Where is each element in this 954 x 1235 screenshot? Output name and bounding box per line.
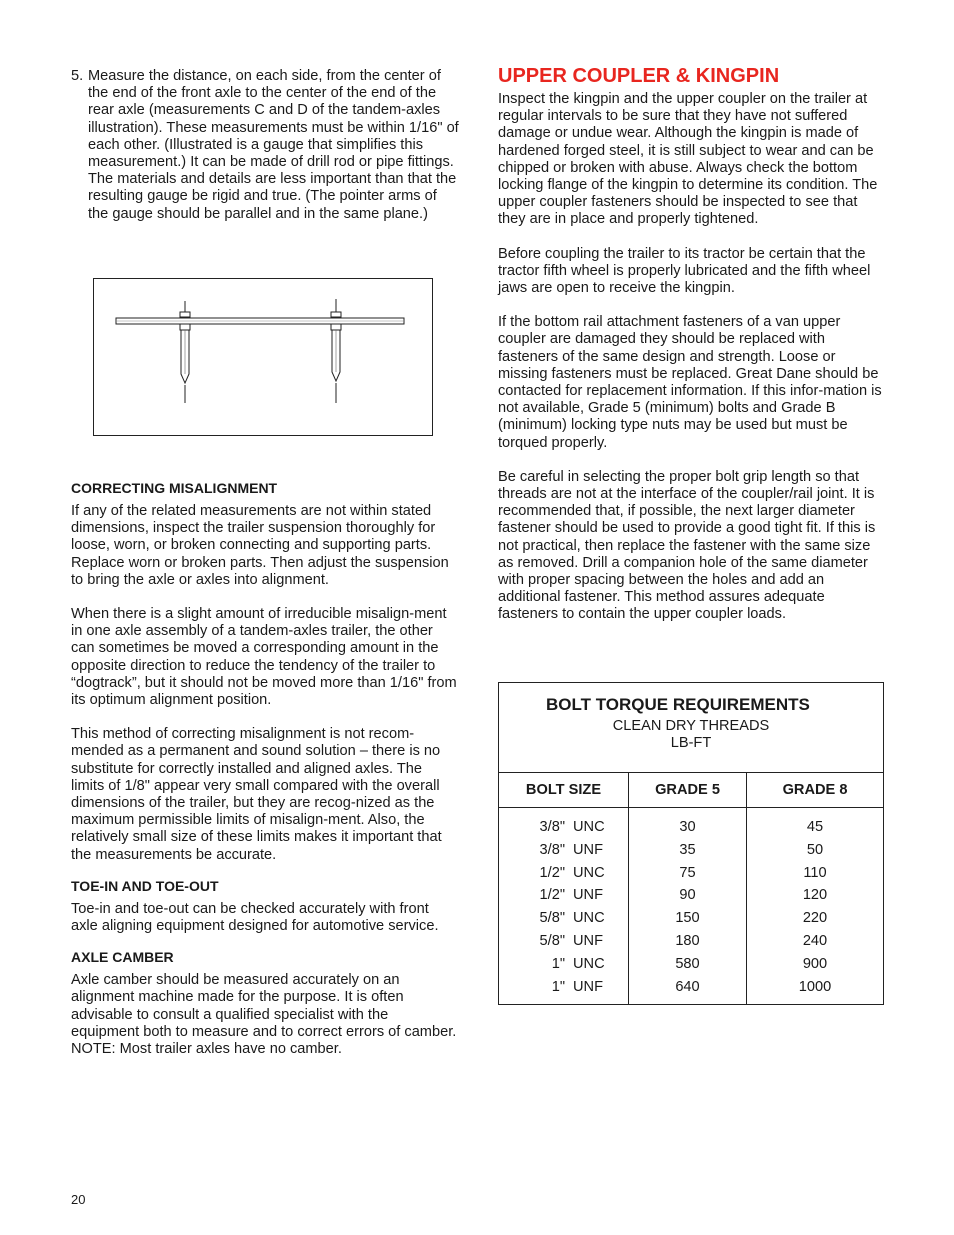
table-cell: 1/2" UNC (539, 864, 605, 881)
camber-paragraph: Axle camber should be measured accurately on an alignment machine made for the purpose. It is often advisable to consult a qualified specialist with the equipment both to measure and to correct errors of camber. NOTE: Most trailer axles have no camber. (71, 972, 457, 1058)
kingpin-paragraph-4: Be careful in selecting the proper bolt grip length so that threads are not at the interface of the coupler/rail joint. It is recommended that, if possible, the next larger diameter fastener should be used to provide a good tight fit. If this is not practical, then replace the fastener with the same size as removed. Drill a companion hole of the same diameter with proper spacing between the holes and add an additional fastener. This method assures adequate fasteners to contain the upper coupler loads. (498, 468, 876, 623)
table-cell: 900 (802, 955, 828, 972)
correcting-paragraph-3: This method of correcting misalignment is not recom-mended as a permanent and sound solution – there is no substitute for correctly installed and aligned axles. The limits of 1/8" appear very small compared with the overall dimensions of the trailer, but they are recog-nized as the maximum permissible limits of misalign-ment. Also, the relatively small size of these limits makes it important that the measurements be accurate. (71, 726, 442, 863)
column-header-grade-5: GRADE 5 (629, 773, 747, 807)
table-cell: 240 (802, 932, 828, 949)
column-headers (499, 773, 883, 808)
table-cell: 5/8" UNC (539, 910, 605, 927)
kingpin-paragraph-2: Before coupling the trailer to its tractor be certain that the tractor fifth wheel is properly lubricated and the fifth wheel jaws are open to receive the kingpin. (498, 245, 871, 297)
table-subtitle-2: LB-FT (670, 735, 712, 751)
column-header-grade-8: GRADE 8 (782, 782, 848, 798)
step-text: Measure the distance, on each side, from the center of the end of the front axle to the center of the end of the rear axle (measurements C and D of the tandem-axles illustration). These measurements must be within 1/16" of each other. (Illustrated is a gauge that simplifies this measurement.) It can be made of drill rod or pipe fittings. The materials and details are less important than that the resulting gauge be rigid and true. (The pointer arms of the gauge should be parallel and in the same plane.) (88, 68, 459, 222)
step-number: 5. (71, 68, 84, 84)
table-cell: 110 (803, 864, 827, 881)
section-title: UPPER COUPLER & KINGPIN (498, 65, 780, 87)
bolt-torque-table (498, 682, 884, 1005)
alignment-gauge-figure (93, 278, 433, 436)
page-number: 20 (71, 1192, 86, 1207)
table-cell: 220 (802, 910, 828, 927)
grade-8-column (747, 808, 883, 1004)
grade-5-column (629, 808, 747, 1004)
kingpin-paragraph-3: If the bottom rail attachment fasteners of a van upper coupler are damaged they should be replaced with fasteners of the same design and strength. Loose or missing fasteners must be replaced. Great Dane should be contacted for replacement information. If this infor-mation is not available, Grade 5 (minimum) bolts and Grade B (minimum) locking type nuts may be used but must be torqued properly. (498, 314, 882, 451)
table-cell: 75 (679, 864, 696, 881)
table-cell: 3/8" UNF (539, 841, 603, 858)
correcting-heading: CORRECTING MISALIGNMENT (71, 480, 278, 496)
kingpin-paragraph-1: Inspect the kingpin and the upper coupler on the trailer at regular intervals to be sure that they have not suffered damage or undue wear. Although the kingpin is made of hardened forged steel, it is still subject to wear and can be chipped or broken with abuse. Always check the bottom locking flange of the kingpin to determine its condition. The upper coupler fasteners should be inspected to see that they are in place and properly tightened. (498, 91, 878, 228)
column-header-bolt-size: BOLT SIZE (499, 773, 629, 807)
table-title: BOLT TORQUE REQUIREMENTS (546, 695, 810, 714)
table-cell: 180 (675, 932, 700, 949)
correcting-paragraph-1: If any of the related measurements are not within stated dimensions, inspect the trailer suspension thoroughly for loose, worn, or broken connecting and supporting parts. Replace worn or broken parts. Then adjust the suspension to bring the axle or axles into alignment. (71, 503, 449, 588)
toe-heading: TOE-IN AND TOE-OUT (71, 877, 219, 894)
camber-heading: AXLE CAMBER (71, 949, 174, 966)
table-cell: 120 (802, 887, 828, 904)
table-cell: 1" UNC (551, 955, 605, 972)
table-cell: 30 (679, 819, 696, 835)
table-cell: 50 (806, 841, 824, 858)
bolt-size-column (499, 808, 629, 1004)
table-header (499, 683, 883, 773)
step-5 (71, 68, 459, 223)
table-cell: 3/8" UNC (539, 819, 605, 835)
table-cell: 1/2" UNF (539, 887, 603, 904)
gauge-illustration (94, 279, 432, 435)
table-body (499, 808, 883, 1004)
table-cell: 1000 (798, 978, 832, 995)
correcting-paragraph-2: When there is a slight amount of irreducible misalign-ment in one axle assembly of a tandem-axles trailer, the other can sometimes be moved a corresponding amount in the opposite direction to reduce the tendency of the trailer to “dogtrack”, but it should not be moved more than 1/16" from its optimum alignment position. (71, 606, 457, 709)
table-cell: 5/8" UNF (539, 932, 603, 949)
table-cell: 640 (675, 978, 700, 995)
table-cell: 90 (679, 887, 696, 904)
table-cell: 1" UNF (551, 978, 603, 995)
table-cell: 580 (675, 955, 700, 972)
left-column (71, 68, 459, 223)
table-cell: 150 (675, 910, 700, 927)
table-cell: 35 (679, 841, 696, 858)
right-column (498, 64, 886, 624)
table-cell: 45 (806, 819, 824, 835)
left-column-lower (71, 480, 459, 1058)
table-subtitle-1: CLEAN DRY THREADS (612, 718, 770, 734)
toe-paragraph: Toe-in and toe-out can be checked accurately with front axle aligning equipment designed for automotive service. (71, 900, 439, 935)
